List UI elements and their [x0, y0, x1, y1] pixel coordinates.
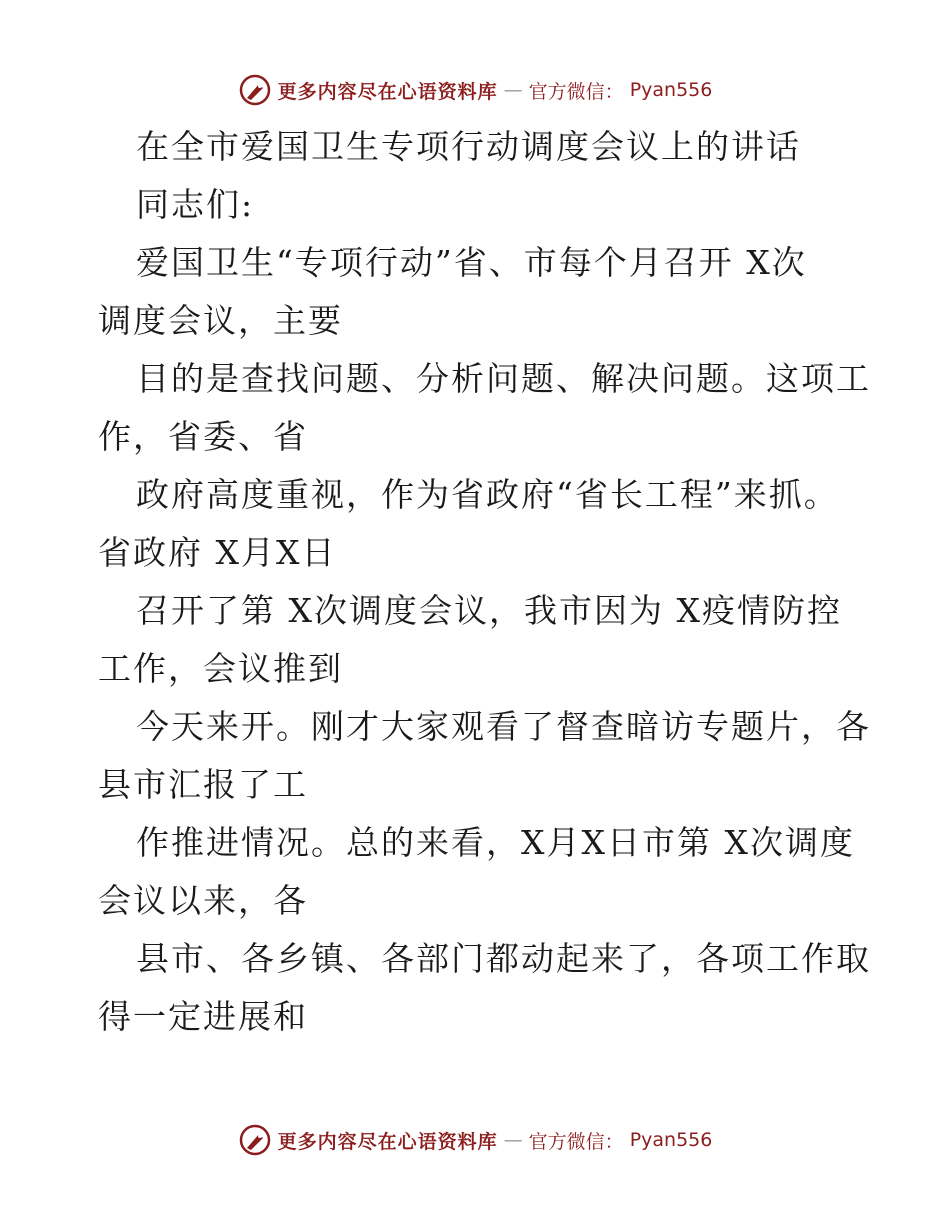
- document-body: [98, 118, 871, 1046]
- paragraph-line: 召开了第 X次调度会议，我市因为 X疫情防控: [136, 591, 842, 630]
- watermark-text: 更多内容尽在心语资料库: [277, 1130, 498, 1153]
- paragraph-line: 今天来开。刚才大家观看了督查暗访专题片，各: [136, 707, 871, 746]
- paragraph-line: 政府高度重视，作为省政府“省长工程”来抓。: [136, 475, 839, 514]
- pen-nib-seal-icon: [238, 1123, 272, 1157]
- paragraph-line: 工作，会议推到: [98, 649, 343, 688]
- footer-watermark: [0, 1120, 950, 1160]
- paragraph-line: 省政府 X月X日: [98, 533, 337, 572]
- watermark-separator: —: [503, 1129, 523, 1151]
- watermark-id: Pyan556: [629, 79, 713, 101]
- paragraph-line: 爱国卫生“专项行动”省、市每个月召开 X次: [136, 243, 807, 282]
- document-title: 在全市爱国卫生专项行动调度会议上的讲话: [136, 127, 801, 166]
- watermark-label: 官方微信：: [528, 1130, 624, 1153]
- paragraph-line: 县市汇报了工: [98, 765, 308, 804]
- watermark-id: Pyan556: [629, 1129, 713, 1151]
- paragraph-line: 作推进情况。总的来看，X月X日市第 X次调度: [136, 823, 855, 862]
- watermark-text: 更多内容尽在心语资料库: [277, 80, 498, 103]
- watermark-separator: —: [503, 79, 523, 101]
- header-watermark: [0, 70, 950, 110]
- pen-nib-seal-icon: [238, 73, 272, 107]
- paragraph-line: 调度会议，主要: [98, 301, 343, 340]
- watermark-label: 官方微信：: [528, 80, 624, 103]
- paragraph-line: 目的是查找问题、分析问题、解决问题。这项工: [136, 359, 871, 398]
- salutation: 同志们:: [136, 185, 255, 224]
- paragraph-line: 作，省委、省: [98, 417, 308, 456]
- paragraph-line: 县市、各乡镇、各部门都动起来了，各项工作取: [136, 939, 871, 978]
- paragraph-line: 得一定进展和: [98, 997, 308, 1036]
- paragraph-line: 会议以来，各: [98, 881, 308, 920]
